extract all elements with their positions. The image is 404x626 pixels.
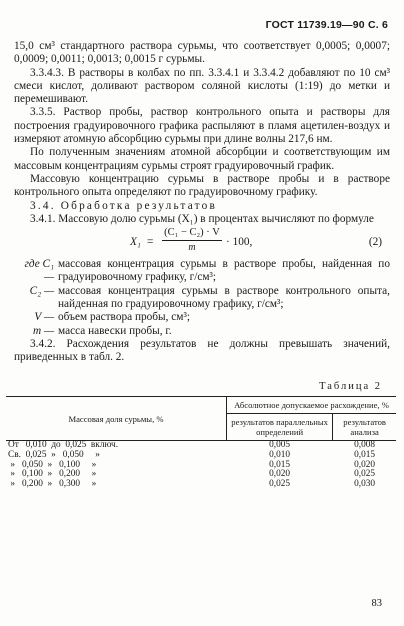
formula-legend <box>14 258 390 338</box>
page-number: 83 <box>371 598 382 609</box>
page-header: ГОСТ 11739.19—90 С. 6 <box>265 19 388 31</box>
body-text <box>14 40 390 365</box>
equation-number: (2) <box>368 236 382 249</box>
legend-row <box>14 311 390 324</box>
column-header: Массовая доля сурьмы, % <box>6 397 227 441</box>
range-cell: » 0,200 » 0,300 » <box>8 479 97 490</box>
paragraph: По полученным значениям атомной абсорбции и соответствующим им массовым концентрациям сурьмы строят градуировочный график. <box>14 146 390 172</box>
column-header: результатов параллельных определений <box>227 414 333 441</box>
legend-symbol: где C₁ — <box>24 258 54 284</box>
paragraph: Массовую концентрацию сурьмы в растворе пробы и в растворе контрольного опыта определяют по градуировочному графику. <box>14 172 390 199</box>
value-cell: 0,015 <box>269 459 291 470</box>
value-cell: 0,020 <box>354 459 376 470</box>
range-cell: От 0,010 до 0,025 включ. <box>8 440 119 450</box>
table-title: Таблица 2 <box>319 381 382 392</box>
legend-text: объем раствора пробы, см³; <box>58 311 190 324</box>
legend-row <box>14 325 390 338</box>
legend-symbol: m — <box>32 324 54 337</box>
legend-text: масса навески пробы, г. <box>58 324 172 337</box>
value-cell: 0,025 <box>354 469 376 480</box>
formula-factor: · 100, <box>226 236 253 249</box>
formula-row <box>14 227 390 257</box>
legend-symbol: V — <box>34 311 54 324</box>
paragraph: 15,0 см³ стандартного раствора сурьмы, что соответствует 0,0005; 0,0007; 0,0009; 0,0011; 0,0013; 0,0015 г сурьмы. <box>14 40 390 66</box>
legend-text: массовая концентрация сурьмы в растворе пробы, найденная по градуировочному графику, г/см³; <box>58 258 390 284</box>
legend-row <box>14 285 390 312</box>
column-header: результатов анализа <box>333 414 396 441</box>
data-table <box>6 396 396 490</box>
value-cell: 0,010 <box>269 449 291 460</box>
range-cell: » 0,100 » 0,200 » <box>8 469 97 480</box>
section-heading: 3.4. Обработка результатов <box>30 199 217 212</box>
paragraph: 3.4.2. Расхождения результатов не должны превышать значений, приведенных в табл. 2. <box>14 337 390 364</box>
column-group-header: Абсолютное допускаемое расхождение, % <box>227 397 397 414</box>
legend-row <box>14 258 390 285</box>
range-cell: » 0,050 » 0,100 » <box>8 459 97 470</box>
table-row <box>6 480 396 490</box>
fraction-line <box>162 240 222 241</box>
paragraph: 3.3.5. Раствор пробы, раствор контрольного опыта и растворы для построения градуировочного графика распыляют в пламя ацетилен-воздух и измеряют атомную абсорбцию сурьмы при длине волны 217,6 нм. <box>14 106 390 146</box>
legend-symbol: C₂ — <box>29 284 54 297</box>
formula-lhs: X₁ <box>130 236 141 249</box>
value-cell: 0,015 <box>354 449 376 460</box>
table-container <box>6 396 396 490</box>
value-cell: 0,020 <box>269 469 291 480</box>
value-cell: 0,005 <box>269 440 291 450</box>
paragraph: 3.3.4.3. В растворы в колбах по пп. 3.3.4.1 и 3.3.4.2 добавляют по 10 см³ смеси кислот, доливают раствором соляной кислоты (1:19) до метки и перемешивают. <box>14 66 390 106</box>
formula-equals: = <box>147 236 154 249</box>
value-cell: 0,025 <box>269 479 291 490</box>
range-cell: Св. 0,025 » 0,050 » <box>8 449 100 460</box>
formula-numerator: (C₁ − C₂) · V <box>164 227 220 239</box>
formula-fraction <box>162 227 222 253</box>
legend-text: массовая концентрация сурьмы в растворе контрольного опыта, найденная по градуировочному графику, г/см³; <box>58 284 390 311</box>
paragraph: 3.4.1. Массовую долю сурьмы (X₁) в процентах вычисляют по формуле <box>30 212 374 225</box>
value-cell: 0,030 <box>354 479 376 490</box>
value-cell: 0,008 <box>354 440 376 450</box>
formula-denominator: m <box>188 242 196 254</box>
formula <box>130 227 310 257</box>
